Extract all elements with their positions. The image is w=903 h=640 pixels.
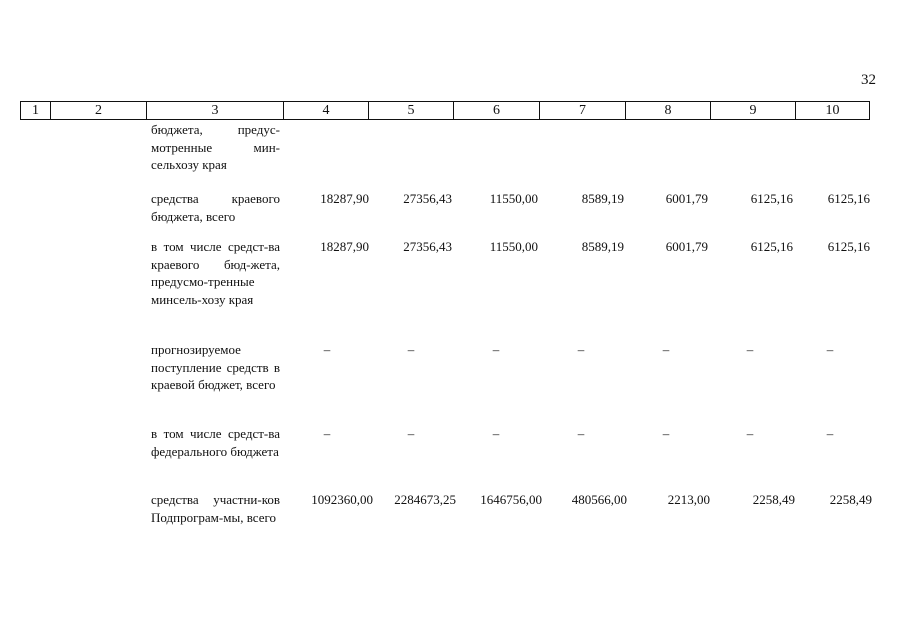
cell-col-9: 2258,49 (752, 492, 795, 507)
cell-col-6: – (492, 426, 500, 441)
cell-col-10: 2258,49 (829, 492, 872, 507)
cell-col-9: 6125,16 (750, 191, 793, 206)
cell-col-4: 18287,90 (320, 239, 369, 254)
header-col-8: 8 (626, 102, 711, 119)
header-col-1: 1 (21, 102, 51, 119)
header-col-10: 10 (825, 103, 840, 118)
header-col-6: 6 (454, 102, 540, 119)
cell-col-4: 1092360,00 (311, 492, 373, 507)
cell-col-5: 27356,43 (403, 239, 452, 254)
cell-col-8: 6001,79 (665, 191, 708, 206)
cell-col-8: – (662, 426, 670, 441)
header-col-4: 4 (284, 102, 369, 119)
cell-col-10: 6125,16 (827, 191, 870, 206)
cell-col-4: 18287,90 (320, 191, 369, 206)
row-label: в том числе средст-ва федерального бюджета (151, 426, 280, 459)
cell-col-9: 6125,16 (750, 239, 793, 254)
table-header-row (20, 101, 870, 120)
row-label: средства краевого бюджета, всего (151, 191, 280, 224)
cell-col-8: 2213,00 (667, 492, 710, 507)
cell-col-4: – (323, 342, 331, 357)
cell-col-6: 11550,00 (489, 239, 538, 254)
header-col-7: 7 (540, 102, 626, 119)
cell-col-6: 1646756,00 (480, 492, 542, 507)
header-col-3: 3 (147, 102, 284, 119)
cell-col-8: 6001,79 (665, 239, 708, 254)
cell-col-7: – (577, 426, 585, 441)
cell-col-6: – (492, 342, 500, 357)
page-number: 32 (861, 72, 876, 88)
cell-col-7: 480566,00 (571, 492, 627, 507)
cell-col-10: – (826, 342, 834, 357)
cell-col-4: – (323, 426, 331, 441)
row-label: средства участни-ков Подпрограм-мы, всего (151, 492, 280, 525)
cell-col-10: – (826, 426, 834, 441)
row-label: в том числе средст-ва краевого бюд-жета, предусмо-тренные минсель-хозу края (151, 239, 280, 307)
cell-col-5: 27356,43 (403, 191, 452, 206)
header-col-2: 2 (51, 102, 147, 119)
cell-col-7: 8589,19 (581, 191, 624, 206)
cell-col-6: 11550,00 (489, 191, 538, 206)
cell-col-10: 6125,16 (827, 239, 870, 254)
row-label: прогнозируемое поступление средств в краевой бюджет, всего (151, 342, 280, 392)
cell-col-7: – (577, 342, 585, 357)
cell-col-5: 2284673,25 (394, 492, 456, 507)
row-label: бюджета, предус-мотренные мин-сельхозу края (151, 122, 280, 172)
cell-col-5: – (407, 342, 415, 357)
cell-col-8: – (662, 342, 670, 357)
cell-col-7: 8589,19 (581, 239, 624, 254)
header-col-9: 9 (711, 102, 796, 119)
cell-col-9: – (746, 342, 754, 357)
cell-col-9: – (746, 426, 754, 441)
cell-col-5: – (407, 426, 415, 441)
header-col-5: 5 (369, 102, 454, 119)
